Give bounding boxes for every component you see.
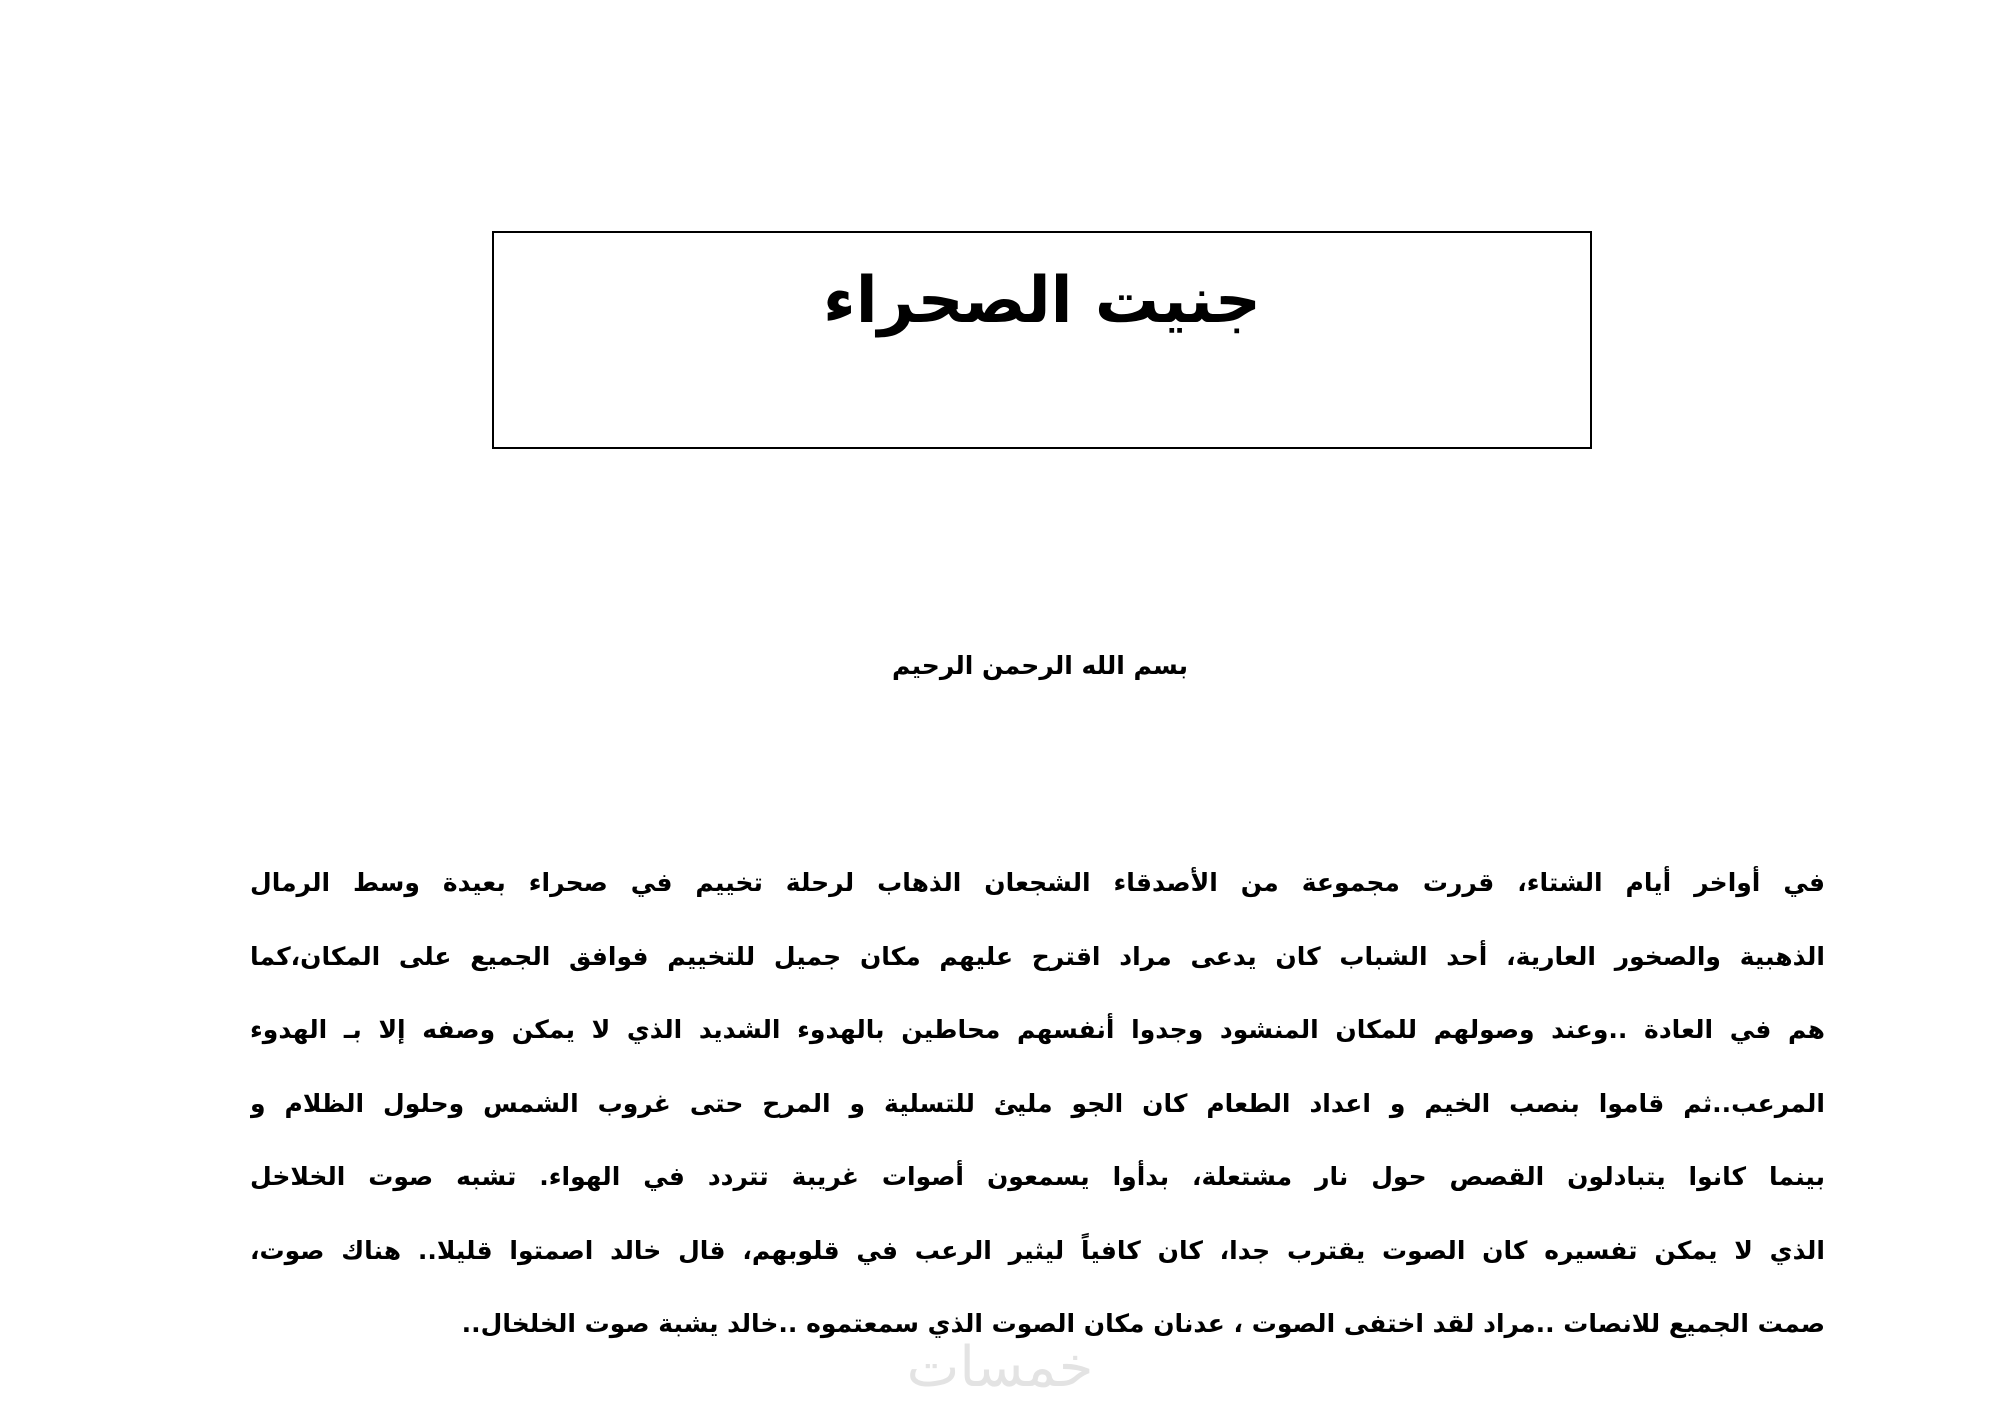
story-line: صمت الجميع للانصات ..مراد لقد اختفى الصوت ، عدنان مكان الصوت الذي سمعتموه ..خالد يشبة صوت الخلخال.. xyxy=(461,1309,1825,1338)
watermark-logo: خمسات xyxy=(906,1335,1094,1400)
story-line: بينما كانوا يتبادلون القصص حول نار مشتعلة، بدأوا يسمعون أصوات غريبة تتردد في الهواء. تشبه صوت الخلاخل xyxy=(250,1162,1825,1191)
story-line: الذهبية والصخور العارية، أحد الشباب كان يدعى مراد اقترح عليهم مكان جميل للتخييم فوافق الجميع على المكان،كما xyxy=(250,941,1825,971)
basmala-line: بسم الله الرحمن الرحيم xyxy=(892,651,1188,680)
story-line: في أواخر أيام الشتاء، قررت مجموعة من الأصدقاء الشجعان الذهاب لرحلة تخييم في صحراء بعيدة وسط الرمال xyxy=(250,868,1825,897)
story-title: جنيت الصحراء xyxy=(822,264,1262,338)
story-body xyxy=(250,858,1825,1373)
title-box xyxy=(492,231,1592,449)
story-line: المرعب..ثم قاموا بنصب الخيم و اعداد الطعام كان الجو مليئ للتسلية و المرح حتى غروب الشمس وحلول الظلام و xyxy=(250,1088,1825,1118)
story-line: الذي لا يمكن تفسيره كان الصوت يقترب جدا، كان كافياً ليثير الرعب في قلوبهم، قال خالد اصمتوا قليلا.. هناك صوت، xyxy=(250,1235,1825,1265)
story-line: هم في العادة ..وعند وصولهم للمكان المنشود وجدوا أنفسهم محاطين بالهدوء الشديد الذي لا يمكن وصفه إلا بـ الهدوء xyxy=(250,1015,1825,1044)
